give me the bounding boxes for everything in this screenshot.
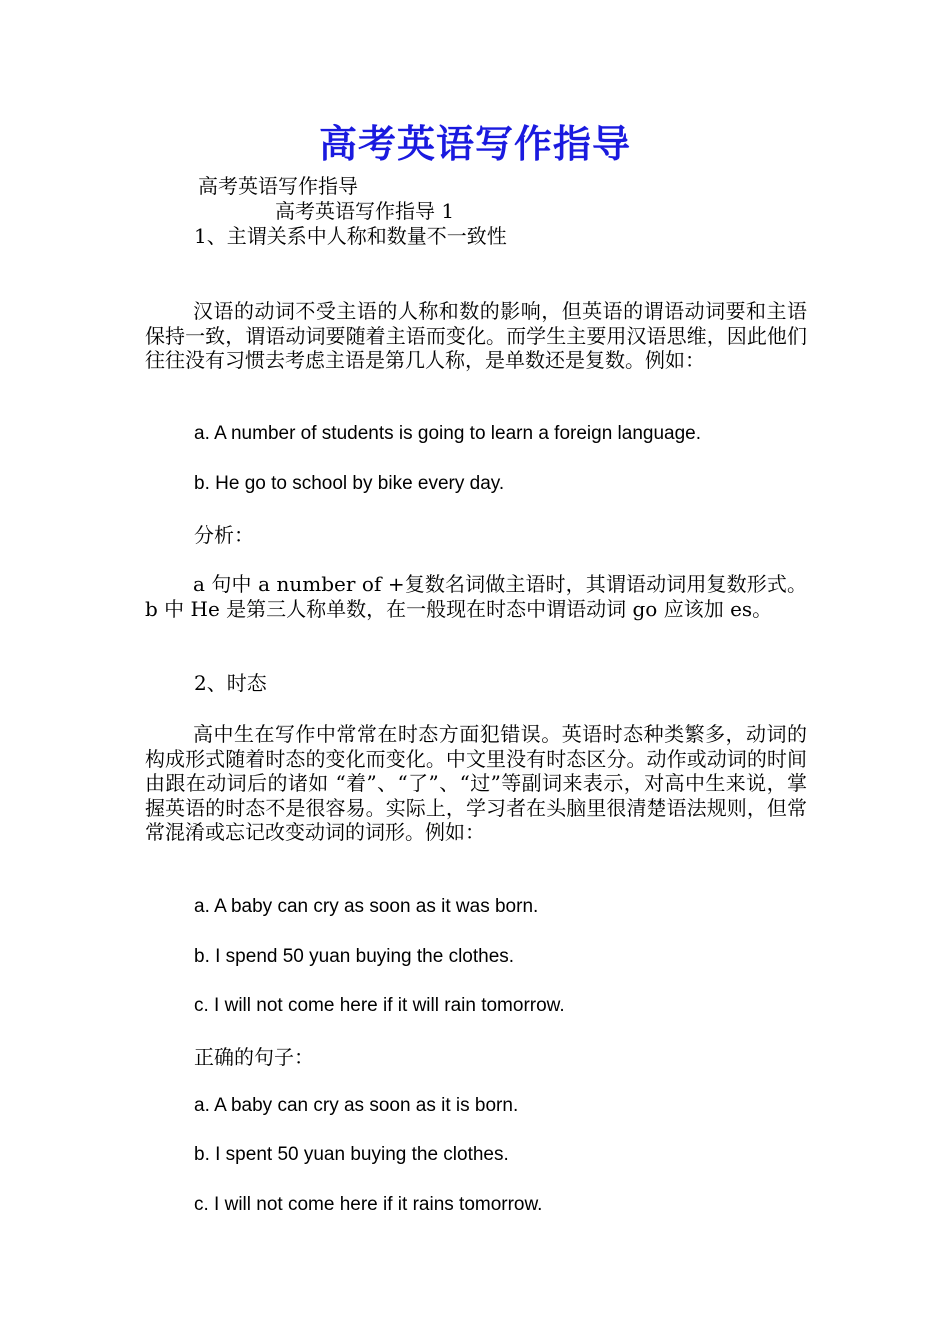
analysis-label: 分析： <box>194 523 254 547</box>
example-sentence-b2: b. I spend 50 yuan buying the clothes. <box>194 946 515 967</box>
section-1-paragraph: 汉语的动词不受主语的人称和数的影响，但英语的谓语动词要和主语保持一致，谓语动词要随着主语而变化。而学生主要用汉语思维，因此他们往往没有习惯去考虑主语是第几人称，是单数还是复数。例如： <box>145 299 807 372</box>
example-sentence-a1: a. A number of students is going to learn a foreign language. <box>194 423 702 444</box>
correct-sentence-b: b. I spent 50 yuan buying the clothes. <box>194 1144 509 1165</box>
section-2-paragraph: 高中生在写作中常常在时态方面犯错误。英语时态种类繁多，动词的构成形式随着时态的变化而变化。中文里没有时态区分。动作或动词的时间由跟在动词后的诸如 “着”、“了”、“过”等副词来表示，对高中生来说，掌握英语的时态不是很容易。实际上，学习者在头脑里很清楚语法规则，但常常混淆或忘记改变动词的词形。例如： <box>145 722 807 844</box>
section-1-heading: 1、主谓关系中人称和数量不一致性 <box>194 224 507 248</box>
section-2-heading: 2、时态 <box>194 671 267 695</box>
analysis-paragraph: a 句中 a number of +复数名词做主语时，其谓语动词用复数形式。b 中 He 是第三人称单数，在一般现在时态中谓语动词 go 应该加 es。 <box>145 572 807 621</box>
correct-sentence-c: c. I will not come here if it rains tomorrow. <box>194 1194 543 1215</box>
subtitle-2: 高考英语写作指导 1 <box>275 199 455 223</box>
example-sentence-a2: a. A baby can cry as soon as it was born. <box>194 896 539 917</box>
example-sentence-c2: c. I will not come here if it will rain tomorrow. <box>194 995 565 1016</box>
correct-sentence-a: a. A baby can cry as soon as it is born. <box>194 1095 519 1116</box>
subtitle-1: 高考英语写作指导 <box>198 174 358 198</box>
correct-sentences-label: 正确的句子： <box>194 1045 314 1069</box>
example-sentence-b1: b. He go to school by bike every day. <box>194 473 505 494</box>
document-title: 高考英语写作指导 <box>318 121 631 166</box>
